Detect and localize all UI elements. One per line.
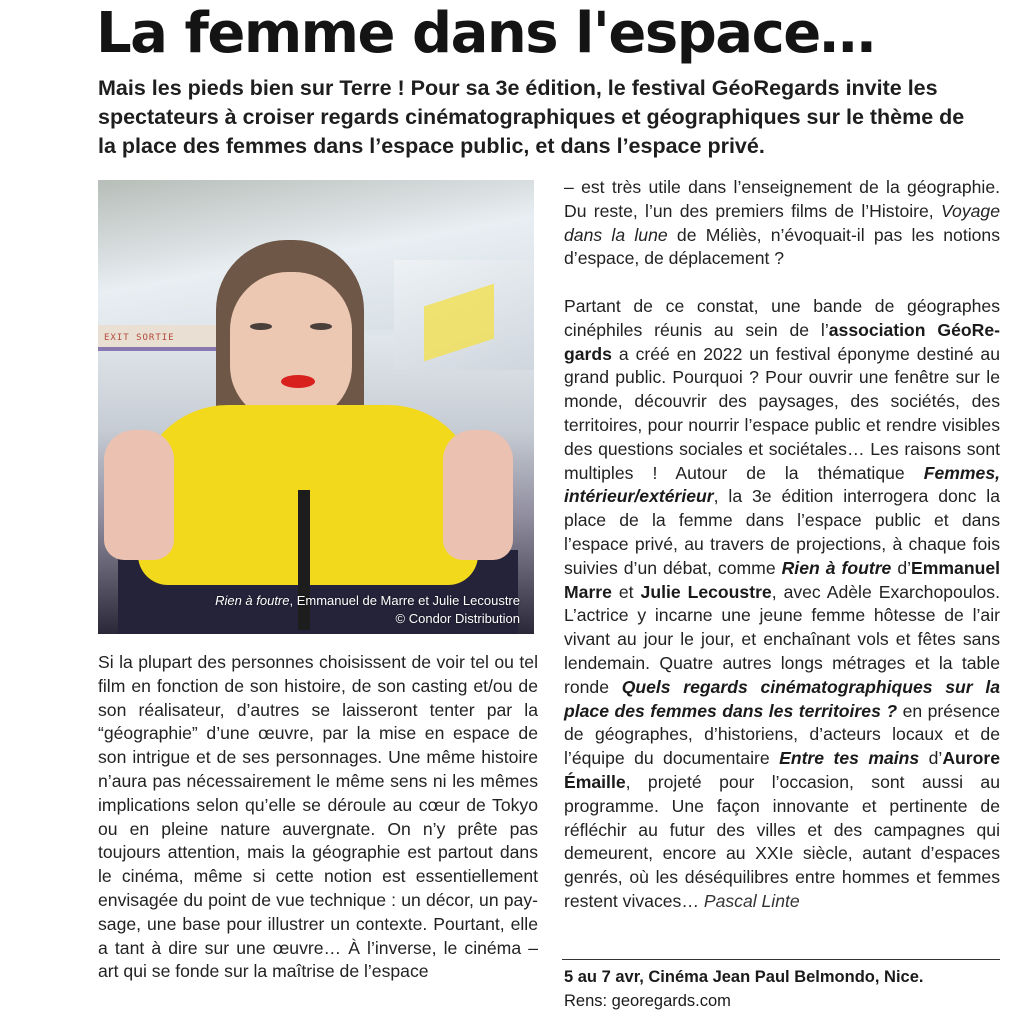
- text-run: , la 3e édition interrogera donc la place de la femme dans l’espace public et dans l’espace privé, au travers de projections, à chaque fois suivies d’un débat, comme: [564, 486, 1000, 578]
- association-name: association GéoRegards: [564, 319, 1000, 364]
- article-deck: Mais les pieds bien sur Terre ! Pour sa 3e édition, le festival GéoRegards invite les spectateurs à croiser regards cinématographiques et géographiques sur le thème de la place des femmes dans l’espace public, et dans l’espace privé.: [98, 76, 965, 158]
- text-run: Partant de ce constat, une bande de géographes cinéphiles réunis au sein de l’: [564, 295, 1000, 340]
- text-run: d’: [891, 557, 912, 578]
- roundtable-title: Quels regards cinématographiques sur la place des femmes dans les territoires ?: [564, 676, 1000, 721]
- caption-film-title: Rien à foutre: [215, 593, 290, 608]
- event-info: [564, 965, 1004, 1013]
- text-run: de Méliès, n’évoquait-il pas les notions d’espace, de déplacement ?: [564, 224, 1000, 269]
- director-aurore-emaille: Aurore Émaille: [564, 748, 1000, 792]
- body-paragraph-1: Si la plupart des personnes choisissent de voir tel ou tel film en fonction de son histoire, de son casting et/ou de son réalisateur, d’autres se laisseront tenter par la “géographie” d’une œuvre, par la mise en espace de son intrigue et de ses personnages. Une même histoire n’aura pas nécessairement le même sens ni les mêmes implications selon qu’elle se déroule au cœur de Tokyo ou en pleine nature auvergnate. On n’y prête pas toujours attention, mais la géographie est partout dans le cinéma, même si cette notion est essentiellement envisagée du point de vue technique : un décor, un paysage, une base pour illustrer un contexte. Pourtant, elle a tant à dire sur une œuvre… À l’inverse, le cinéma – art qui se fonde sur la maîtrise de l’espace: [98, 652, 538, 982]
- film-title-entre-tes-mains: Entre tes mains: [779, 748, 920, 769]
- director-emmanuel-marre: Emmanuel Marre: [564, 557, 1000, 602]
- director-julie-lecoustre: Julie Lecoustre: [640, 581, 772, 602]
- photo-right-eye: [310, 323, 332, 330]
- film-title-voyage: Voyage dans la lune: [564, 200, 1000, 245]
- text-run: – est très utile dans l’enseignement de la géographie. Du reste, l’un des premiers films de l’Histoire,: [564, 177, 1000, 221]
- text-run: a créé en 2022 un festival éponyme destiné au grand public. Pourquoi ? Pour ouvrir une fenêtre sur le monde, découvrir des paysages, des sociétés, des territoires, pour nourrir l’espace public et rendre visibles des questions sociales et sociétales… Les raisons sont multiples ! Autour de la thématique: [564, 343, 1000, 483]
- event-website[interactable]: Rens: georegards.com: [564, 992, 731, 1010]
- photo-face: [230, 272, 352, 422]
- photo-caption: [215, 592, 520, 628]
- article-title: La femme dans l'espace…: [96, 1, 875, 66]
- article-photo: [98, 180, 534, 634]
- caption-line-1: [215, 592, 520, 610]
- photo-left-eye: [250, 323, 272, 330]
- photo-lips: [281, 375, 315, 388]
- event-dates-venue: 5 au 7 avr, Cinéma Jean Paul Belmondo, Nice.: [564, 968, 924, 986]
- caption-credit: © Condor Distribution: [395, 611, 520, 626]
- author-byline: Pascal Linte: [703, 890, 800, 911]
- photo-right-hand: [443, 430, 513, 560]
- text-run: en présence de géographes, d’historiens, d’acteurs locaux et de l’équipe du documentaire: [564, 700, 1000, 769]
- caption-directors: , Emmanuel de Marre et Julie Lecoustre: [289, 593, 520, 608]
- text-run: d’: [919, 748, 943, 769]
- text-run: et: [611, 581, 641, 602]
- festival-theme: Femmes, intérieur/extérieur: [564, 462, 1000, 507]
- text-run: , avec Adèle Exarchopoulos. L’actrice y incarne une jeune femme hôtesse de l’air vivant au jour le jour, et enchaînant vols et fêtes sans lendemain. Quatre autres longs métrages et la table ronde: [564, 581, 1000, 697]
- photo-exit-sign: EXIT SORTIE: [98, 325, 218, 351]
- body-paragraph-3: [564, 295, 1000, 914]
- photo-left-hand: [104, 430, 174, 560]
- body-column-left: [98, 651, 538, 984]
- body-paragraph-2: [564, 176, 1000, 271]
- film-title-rien-a-foutre: Rien à foutre: [781, 557, 892, 578]
- info-divider: [562, 959, 1000, 960]
- body-column-right: [564, 176, 1000, 914]
- text-run: , projeté pour l’occasion, sont aussi au programme. Une façon innovante et pertinente de réfléchir au futur des villes et des campagnes qui demeurent, encore au XXIe siècle, autant d’espaces genrés, où les déséquilibres entre hommes et femmes restent vivaces…: [564, 771, 1000, 911]
